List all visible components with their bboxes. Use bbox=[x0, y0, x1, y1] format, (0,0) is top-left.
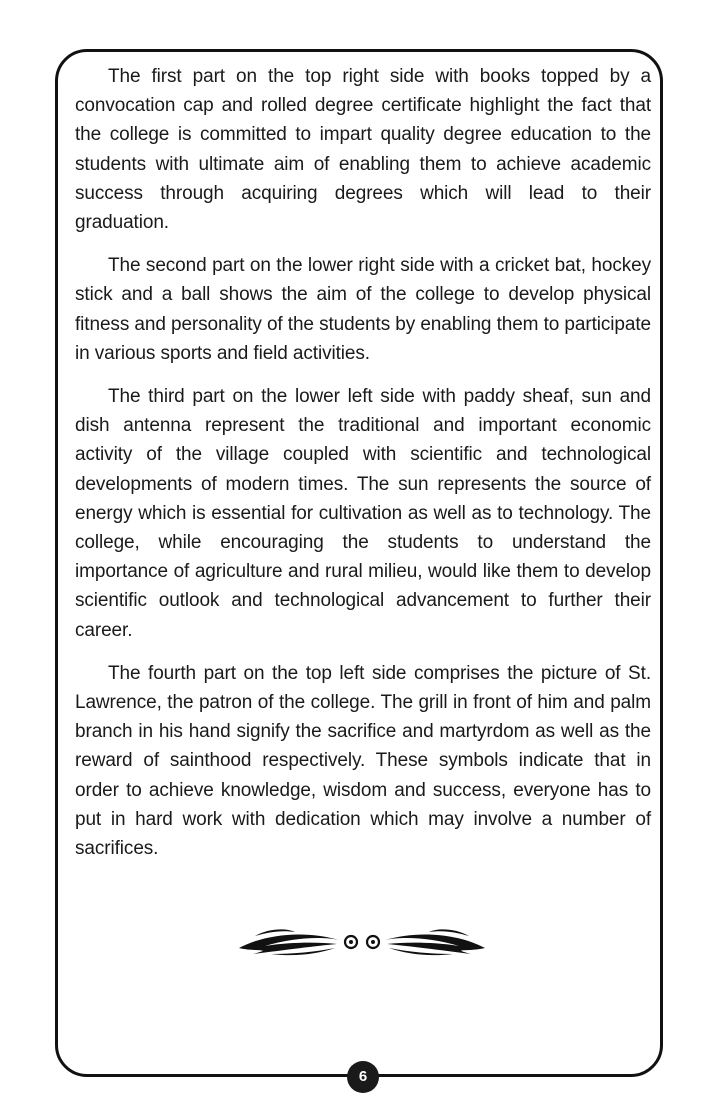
flourish-divider-icon bbox=[235, 924, 489, 960]
page-number-badge: 6 bbox=[347, 1061, 379, 1093]
paragraph-second-part: The second part on the lower right side with a cricket bat, hockey stick and a ball shows the aim of the college to develop physical fitness and personality of the students by enabling them to participate in various sports and field activities. bbox=[75, 255, 651, 364]
paragraph-fourth-part: The fourth part on the top left side comprises the picture of St. Lawrence, the patron of the college. The grill in front of him and palm branch in his hand signify the sacrifice and martyrdom as well as the reward of sainthood respectively. These symbols indicate that in order to achieve knowledge, wisdom and success, everyone has to put in hard work with dedication which may involve a number of sacrifices. bbox=[75, 662, 651, 860]
paragraph-first-part: The first part on the top right side with books topped by a convocation cap and rolled degree certificate highlight the fact that the college is committed to impart quality degree education to the students with ultimate aim of enabling them to achieve academic success through acquiring degrees which will lead to their graduation. bbox=[75, 66, 651, 234]
page-body bbox=[75, 62, 651, 877]
paragraph-third-part: The third part on the lower left side with paddy sheaf, sun and dish antenna represent the traditional and important economic activity of the village coupled with scientific and technological developments of modern times. The sun represents the source of energy which is essential for cultivation as well as to technology. The college, while encouraging the students to understand the importance of agriculture and rural milieu, would like them to develop scientific outlook and technological advancement to further their career. bbox=[75, 386, 651, 641]
